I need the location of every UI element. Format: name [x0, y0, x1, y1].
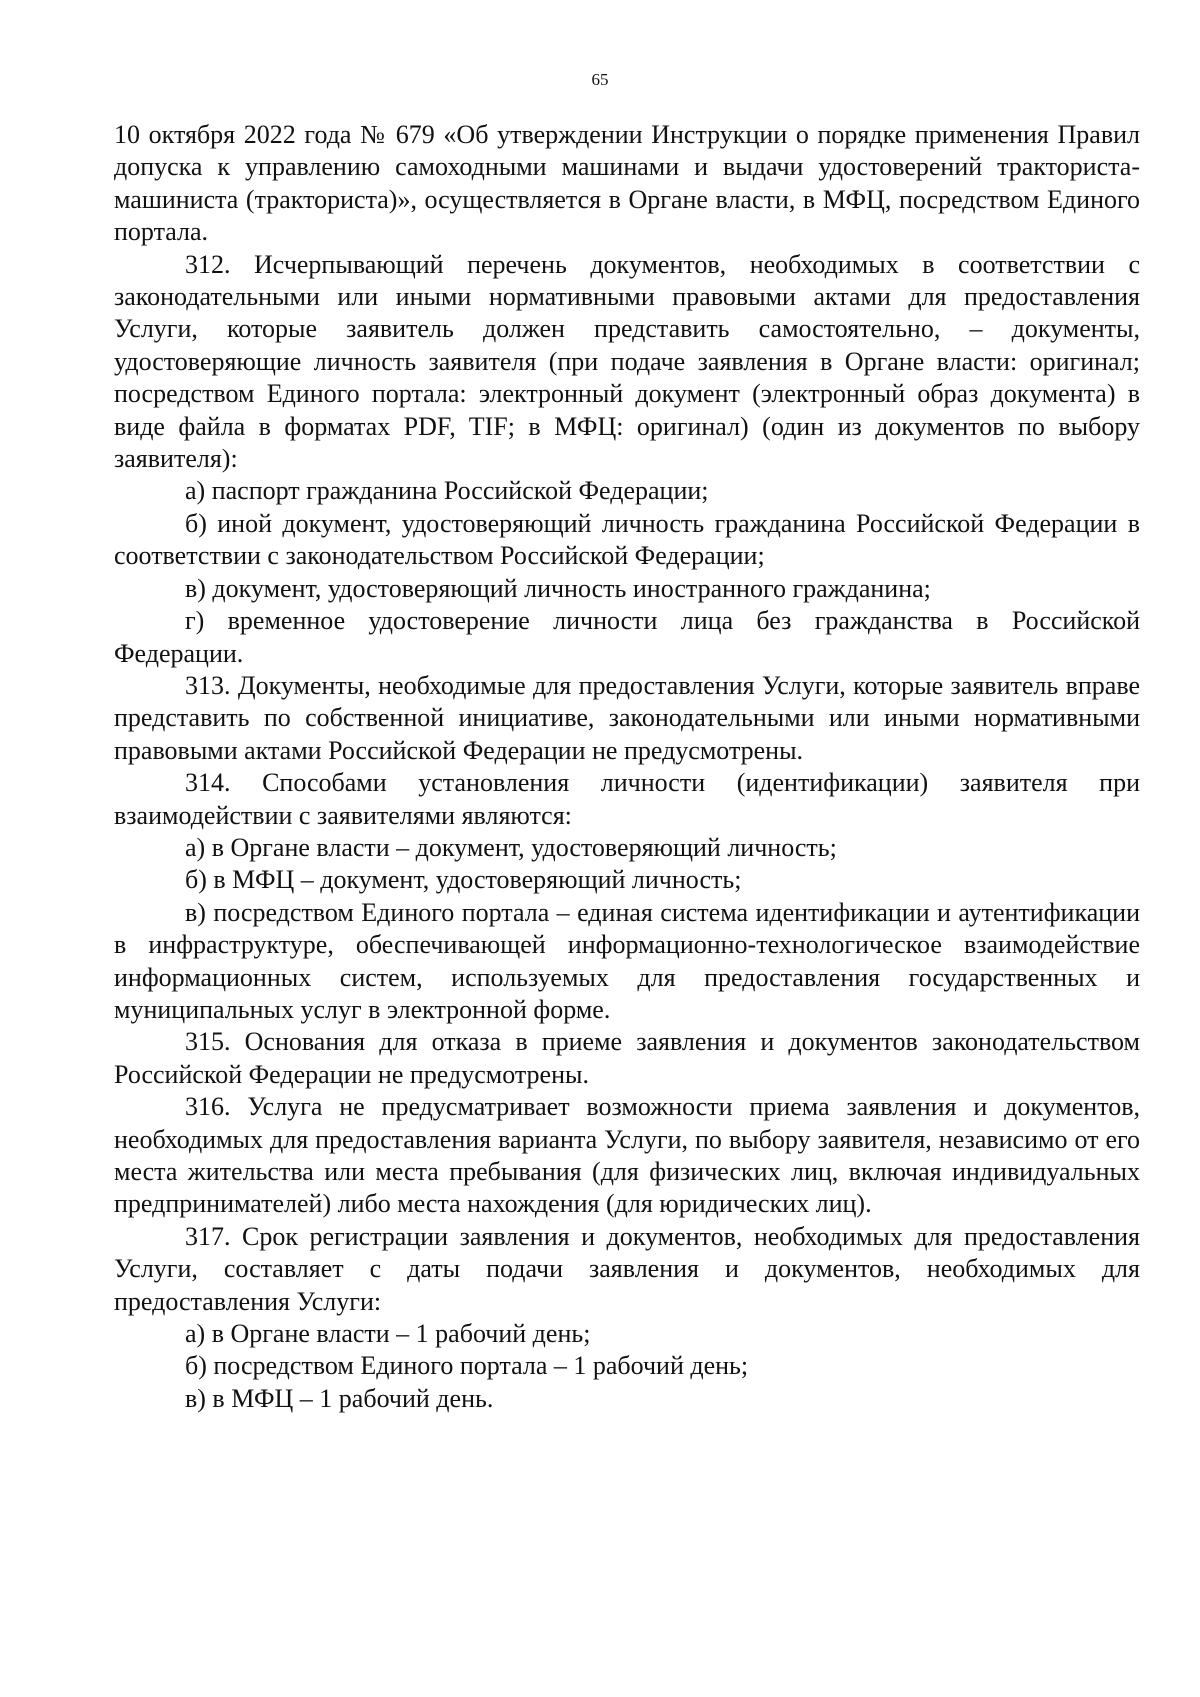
- paragraph-313: 313. Документы, необходимые для предоставления Услуги, которые заявитель вправе представить по собственной инициативе, законодательными или иными нормативными правовыми актами Российской Федерации не предусмотрены.: [114, 670, 1140, 765]
- list-item-312-a: а) паспорт гражданина Российской Федерации;: [185, 476, 709, 506]
- paragraph-312: 312. Исчерпывающий перечень документов, необходимых в соответствии с законодательными или иными нормативными правовыми актами для предоставления Услуги, которые заявитель должен представить самостоятельно, – документы, удостоверяющие личность заявителя (при подаче заявления в Органе власти: оригинал; посредством Единого портала: электронный документ (электронный образ документа) в виде файла в форматах PDF, TIF; в МФЦ: оригинал) (один из документов по выбору заявителя):: [114, 249, 1140, 474]
- paragraph-315: 315. Основания для отказа в приеме заявления и документов законодательством Российской Федерации не предусмотрены.: [114, 1027, 1140, 1089]
- list-item-317-b: б) посредством Единого портала – 1 рабочий день;: [185, 1351, 749, 1381]
- list-item-317-v: в) в МФЦ – 1 рабочий день.: [185, 1383, 494, 1413]
- document-body: [114, 119, 1140, 1415]
- list-item-312-v: в) документ, удостоверяющий личность иностранного гражданина;: [185, 573, 931, 603]
- paragraph-316: 316. Услуга не предусматривает возможности приема заявления и документов, необходимых для предоставления варианта Услуги, по выбору заявителя, независимо от его места жительства или места пребывания (для физических лиц, включая индивидуальных предпринимателей) либо места нахождения (для юридических лиц).: [114, 1092, 1140, 1219]
- list-item-314-a: а) в Органе власти – документ, удостоверяющий личность;: [185, 832, 837, 862]
- paragraph-314: 314. Способами установления личности (идентификации) заявителя при взаимодействии с заявителями являются:: [114, 768, 1140, 830]
- paragraph-317: 317. Срок регистрации заявления и документов, необходимых для предоставления Услуги, составляет с даты подачи заявления и документов, необходимых для предоставления Услуги:: [114, 1221, 1140, 1316]
- list-item-312-g: г) временное удостоверение личности лица без гражданства в Российской Федерации.: [114, 606, 1140, 668]
- list-item-312-b: б) иной документ, удостоверяющий личность гражданина Российской Федерации в соответствии с законодательством Российской Федерации;: [114, 508, 1140, 571]
- page-number: 65: [591, 70, 609, 89]
- list-item-314-b: б) в МФЦ – документ, удостоверяющий личность;: [185, 865, 742, 895]
- list-item-317-a: а) в Органе власти – 1 рабочий день;: [185, 1319, 591, 1349]
- paragraph-continuation: 10 октября 2022 года № 679 «Об утверждении Инструкции о порядке применения Правил допуска к управлению самоходными машинами и выдачи удостоверений тракториста-машиниста (тракториста)», осуществляется в Органе власти, в МФЦ, посредством Единого портала.: [114, 120, 1140, 247]
- list-item-314-v: в) посредством Единого портала – единая система идентификации и аутентификации в инфраструктуре, обеспечивающей информационно-технологическое взаимодействие информационных систем, используемых для предоставления государственных и муниципальных услуг в электронной форме.: [114, 897, 1140, 1024]
